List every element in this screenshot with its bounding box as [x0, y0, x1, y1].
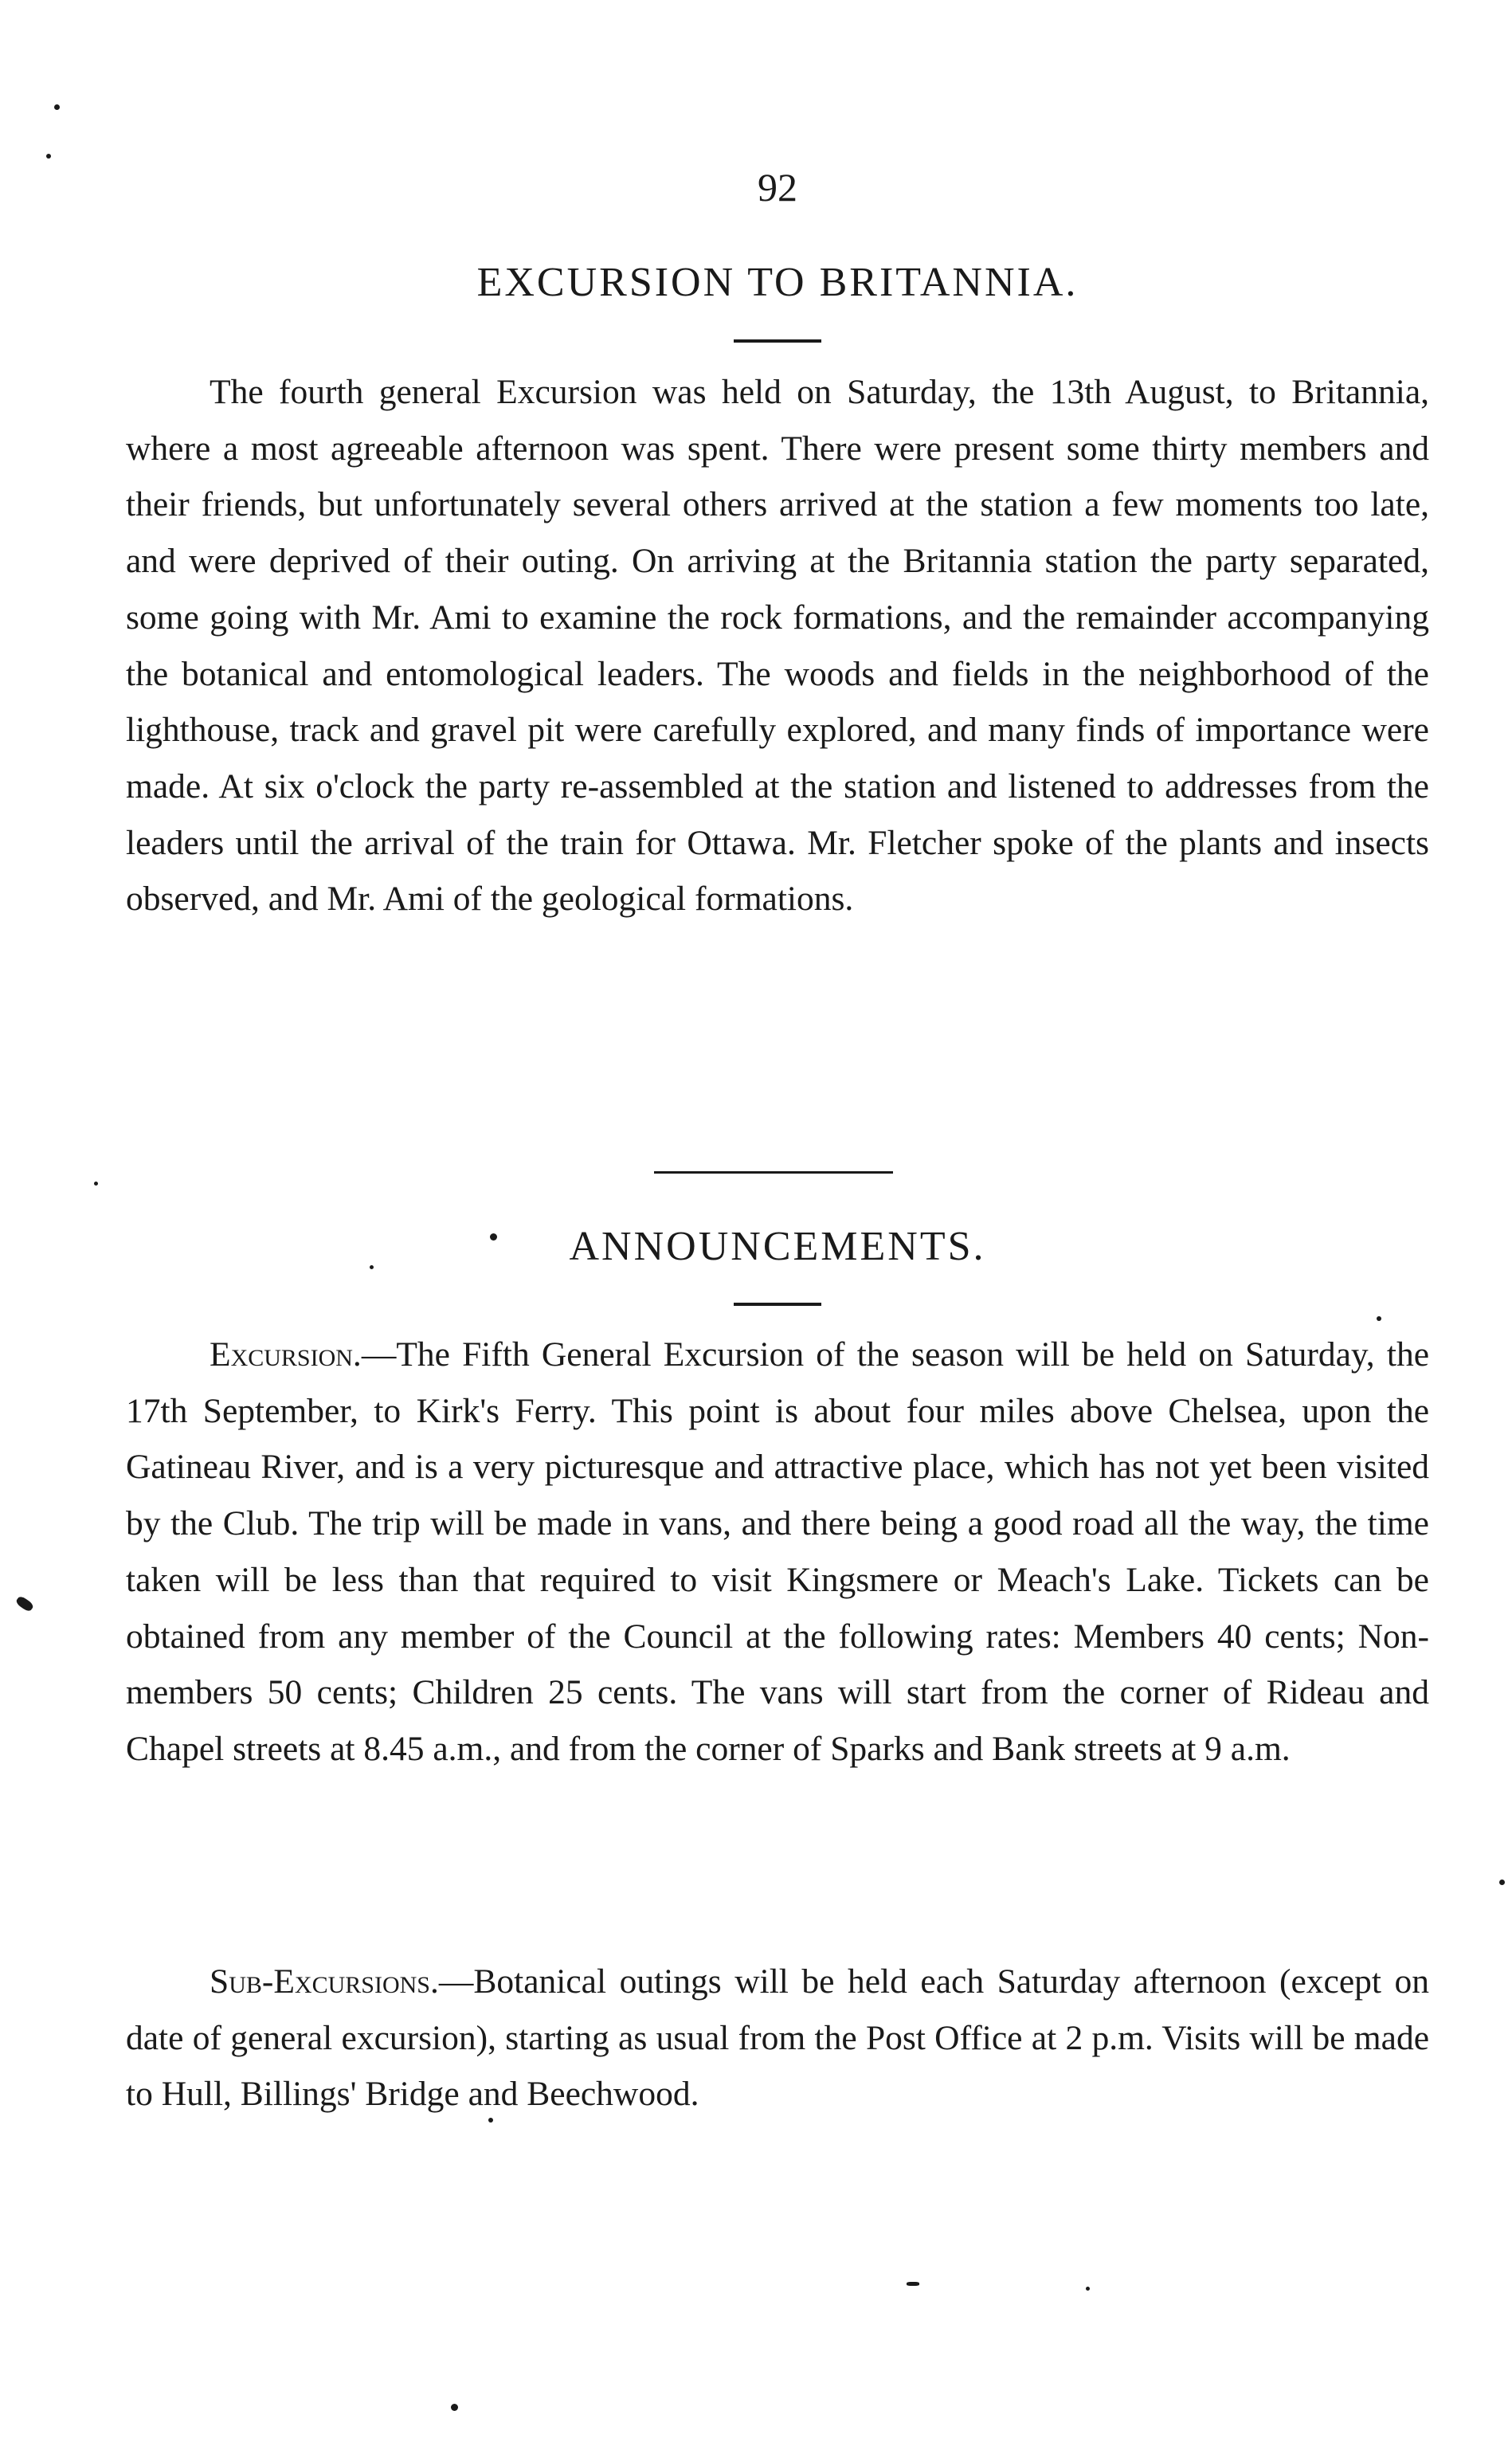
scan-speck: [46, 154, 51, 159]
scan-speck: [15, 1595, 35, 1613]
scan-speck: [490, 1233, 497, 1241]
paragraph-excursion-announcement: [126, 1327, 1429, 1778]
paragraph-text: —The Fifth General Excursion of the season will be held on Saturday, the 17th September, to Kirk's Ferry. This point is about four miles above Chelsea, upon the Gatineau River, and is a very picturesque and attractive place, which has not yet been visited by the Club. The trip will be made in vans, and there being a good road all the way, the time taken will be less than that required to visit Kingsmere or Meach's Lake. Tickets can be obtained from any member of the Council at the following rates: Members 40 cents; Non-members 50 cents; Children 25 cents. The vans will start from the corner of Rideau and Chapel streets at 8.45 a.m., and from the corner of Sparks and Bank streets at 9 a.m.: [126, 1335, 1429, 1768]
scan-speck: [54, 104, 60, 110]
paragraph-text: —Botanical outings will be held each Saturday afternoon (except on date of general excursion), starting as usual from the Post Office at 2 p.m. Visits will be made to Hull, Billings' Bridge and Beechwood.: [126, 1962, 1429, 2114]
scan-speck: [1499, 1880, 1505, 1885]
paragraph-sub-excursions-announcement: [126, 1954, 1429, 2123]
scan-speck: [488, 2118, 493, 2123]
paragraph-lead: Excursion.: [210, 1335, 362, 1374]
paragraph-britannia-excursion: The fourth general Excursion was held on Saturday, the 13th August, to Britannia, where a most agreeable afternoon was spent. There were present some thirty members and their friends, but unfortunately several others arrived at the station a few moments too late, and were deprived of their outing. On arriving at the Britannia station the party separated, some going with Mr. Ami to examine the rock formations, and the remainder accompanying the botanical and entomological leaders. The woods and fields in the neighborhood of the lighthouse, track and gravel pit were carefully explored, and many finds of importance were made. At six o'clock the party re-assembled at the station and listened to addresses from the leaders until the arrival of the train for Ottawa. Mr. Fletcher spoke of the plants and insects observed, and Mr. Ami of the geological formations.: [126, 373, 1429, 919]
scan-speck: [451, 2404, 458, 2411]
scan-speck: [370, 1265, 374, 1269]
page-number: 92: [758, 165, 797, 210]
scan-speck: [94, 1182, 98, 1186]
section-title-announcements: ANNOUNCEMENTS.: [569, 1224, 986, 1269]
section-separator-rule: [654, 1171, 893, 1174]
title-rule: [734, 1303, 821, 1306]
scan-speck: [1086, 2287, 1090, 2291]
section-title-excursion-to-britannia: EXCURSION TO BRITANNIA.: [476, 260, 1079, 305]
scan-speck: [907, 2282, 919, 2286]
scan-speck: [1377, 1316, 1381, 1321]
title-rule: [734, 339, 821, 343]
paragraph-lead: Sub-Excursions.: [210, 1962, 439, 2001]
